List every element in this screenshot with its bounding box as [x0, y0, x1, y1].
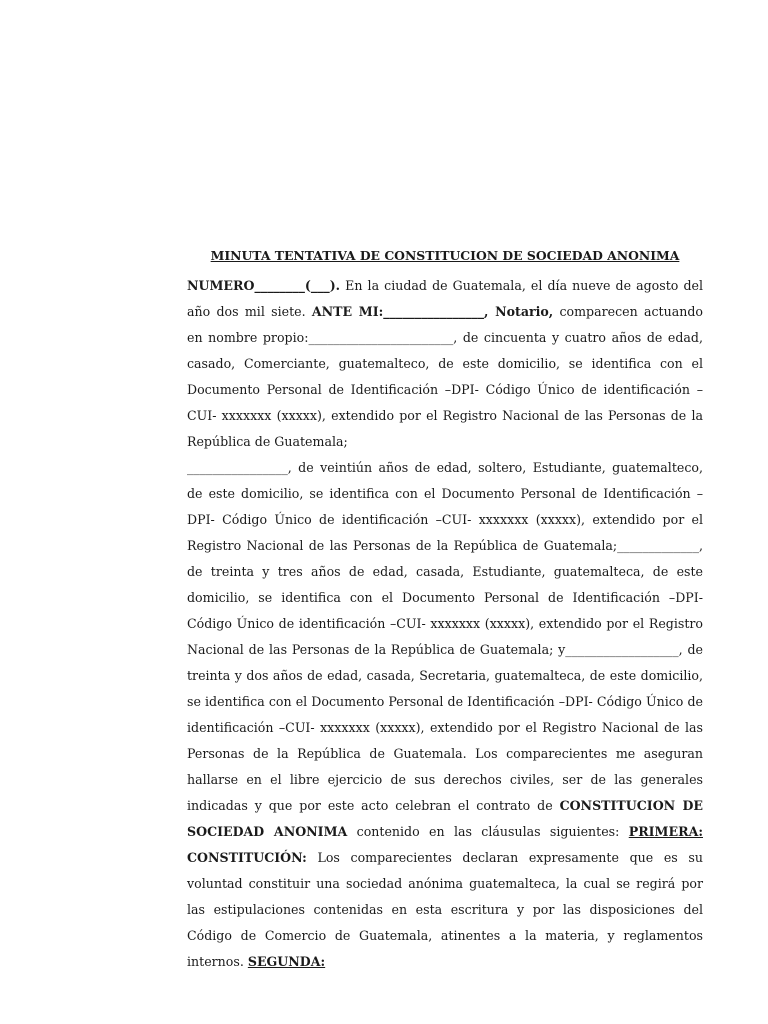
- numero-label: NUMERO: [187, 278, 255, 293]
- person3-details: , de treinta y tres años de edad, casada, Estudiante, guatemalteca, de este domicilio, se identifica con el Documento Personal de Identificación –DPI- Código Único de identificación –CUI- xxxxxxx (xxxxx), extendido por el Registro Nacional de las Personas de la República de Guatemala; y: [187, 538, 703, 657]
- person2-name-blank: ________________: [187, 460, 288, 475]
- person4-details: , de treinta y dos años de edad, casada, Secretaria, guatemalteca, de este domicilio, se identifica con el Documento Personal de Identificación –DPI- Código Único de identificación –CUI- xxxxxxx (xxxxx), extendido por el Registro Nacional de las Personas de la República de Guatemala. Los comparecientes me aseguran hallarse en el libre ejercicio de sus derechos civiles, ser de las generales indicadas y que por este acto celebran el contrato de: [187, 642, 703, 813]
- paragraph-opening: [187, 273, 703, 455]
- clause-primera-label: PRIMERA:: [628, 824, 703, 839]
- contract-name: CONSTITUCION DE SOCIEDAD ANONIMA: [187, 798, 703, 839]
- person4-name-blank: __________________: [565, 642, 679, 657]
- numero-blank: ________: [254, 278, 305, 293]
- notary-name-blank: ________________: [383, 304, 485, 319]
- ante-mi-label: ANTE MI:: [311, 304, 384, 319]
- notario-label: , Notario,: [484, 304, 554, 319]
- person1-name-blank: _______________________: [308, 330, 454, 345]
- person3-name-blank: _____________: [617, 538, 699, 553]
- person1-details: , de cincuenta y cuatro años de edad, casado, Comerciante, guatemalteco, de este domicilio, se identifica con el Documento Personal de Identificación –DPI- Código Único de identificación –CUI- xxxxxxx (xxxxx), extendido por el Registro Nacional de las Personas de la República de Guatemala;: [187, 330, 703, 449]
- numero-paren: (___).: [304, 278, 341, 293]
- clause-primera-text: Los comparecientes declaran expresamente que es su voluntad constituir una sociedad anónima guatemalteca, la cual se regirá por las estipulaciones contenidas en esta escritura y por las disposiciones del Código de Comercio de Guatemala, atinentes a la materia, y reglamentos internos.: [187, 850, 703, 969]
- document-body: [187, 243, 703, 975]
- clauses-intro: contenido en las cláusulas siguientes:: [347, 824, 629, 839]
- clause-segunda-label: SEGUNDA:: [247, 954, 326, 969]
- clause-constitucion-label: CONSTITUCIÓN:: [187, 850, 307, 865]
- person2-details: , de veintiún años de edad, soltero, Estudiante, guatemalteco, de este domicilio, se identifica con el Documento Personal de Identificación –DPI- Código Único de identificación –CUI- xxxxxxx (xxxxx), extendido por el Registro Nacional de las Personas de la República de Guatemala;: [187, 460, 703, 553]
- document-title: MINUTA TENTATIVA DE CONSTITUCION DE SOCIEDAD ANONIMA: [210, 248, 680, 263]
- opening-text: En la ciudad de Guatemala, el día nueve de agosto del año dos mil siete.: [187, 278, 703, 319]
- paragraph-parties: [187, 455, 703, 975]
- appearance-text: comparecen actuando en nombre propio:: [187, 304, 703, 345]
